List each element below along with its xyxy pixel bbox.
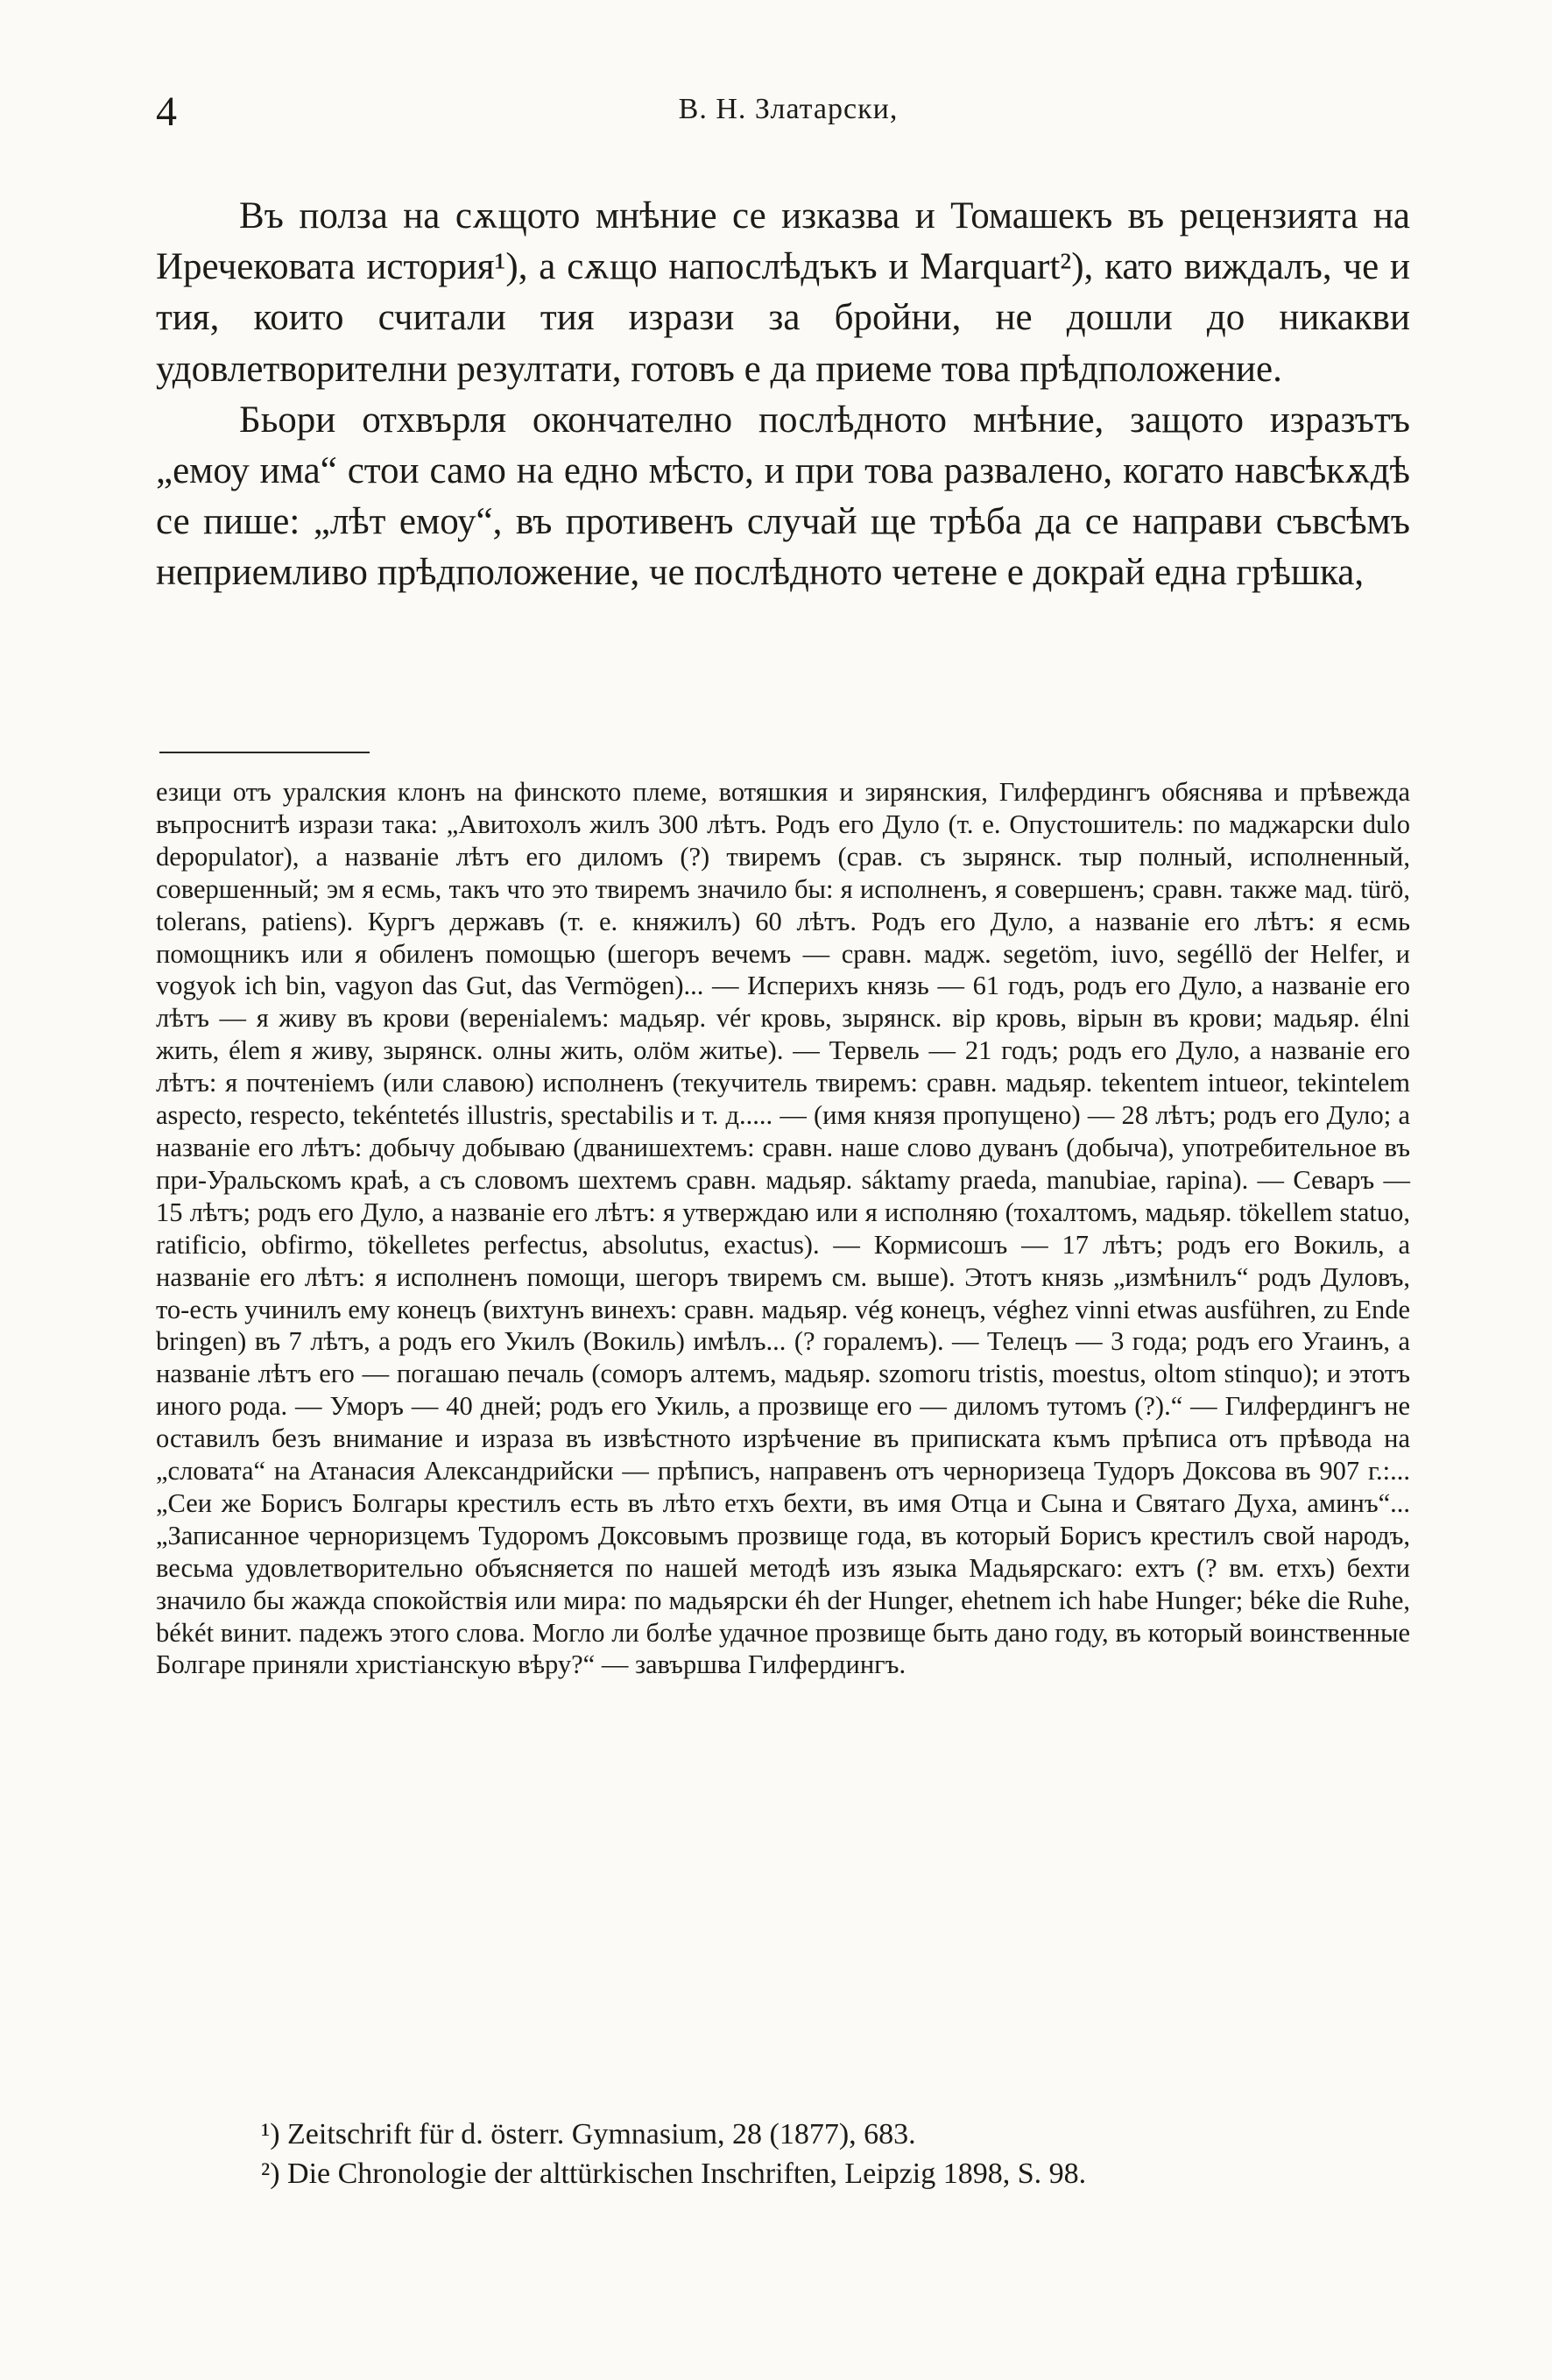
footnote-separator [159,752,370,753]
page-number: 4 [156,88,177,135]
continued-footnote [156,776,1410,1681]
running-head: В. Н. Златарски, [678,93,899,125]
footnote-text: езици отъ уралския клонъ на финското племе, вотяшкия и зирянския, Гилфердингъ обяснява и прѣвежда въпроснитѣ изрази така: „Авитохолъ жилъ 300 лѣтъ. Родъ его Дуло (т. е. Опустошитель: по маджарски dulo depopulator), а названіе лѣтъ его диломъ (?) твиремъ (срав. съ зырянск. тыр полный, исполненный, совершенный; эм я есмь, такъ что это твиремъ значило бы: я исполненъ, я совершенъ; сравн. также мад. türö, tolerans, patiens). Кургъ державъ (т. е. княжилъ) 60 лѣтъ. Родъ его Дуло, а названіе его лѣтъ: я есмь помощникъ или я обиленъ помощью (шегоръ вечемъ — сравн. мадж. segetöm, iuvo, segéllö der Helfer, и vogyok ich bin, vagyon das Gut, das Vermögen)... — Исперихъ князь — 61 годъ, родъ его Дуло, а названіе его лѣтъ — я живу въ крови (веренialемъ: мадьяр. vér кровь, зырянск. вір кровь, вірын въ крови; мадьяр. élni жить, élem я живу, зырянск. олны жить, олöм житье). — Тервель — 21 годъ; родъ его Дуло, а названіе его лѣтъ: я почтеніемъ (или славою) исполненъ (текучитель твиремъ: сравн. мадьяр. tekentem intueor, tekintelem aspecto, respecto, tekéntetés illustris, spectabilis и т. д..... — (имя князя пропущено) — 28 лѣтъ; родъ его Дуло; а названіе его лѣтъ: добычу добываю (дванишехтемъ: сравн. наше слово дуванъ (добыча), употребительное въ при-Уральскомъ краѣ, а съ словомъ шехтемъ сравн. мадьяр. sáktamy praeda, manubiae, rapina). — Севаръ — 15 лѣтъ; родъ его Дуло, а названіе его лѣтъ: я утверждаю или я исполняю (тохалтомъ, мадьяр. tökellem statuo, ratificio, obfirmo, tökelletes perfectus, absolutus, exactus). — Кормисошъ — 17 лѣтъ; родъ его Вокиль, а названіе его лѣтъ: я исполненъ помощи, шегоръ твиремъ см. выше). Этотъ князь „измѣнилъ“ родъ Дуловъ, то-есть учинилъ ему конецъ (вихтунъ винехъ: сравн. мадьяр. vég конецъ, véghez vinni etwas ausführen, zu Ende bringen) въ 7 лѣтъ, а родъ его Укилъ (Вокиль) имѣлъ... (? горалемъ). — Телецъ — 3 года; родъ его Угаинъ, а названіе лѣтъ его — погашаю печаль (соморъ алтемъ, мадьяр. szomoru tristis, moestus, oltom stinquo); и этотъ иного рода. — Уморъ — 40 дней; родъ его Укиль, а прозвище его — диломъ тутомъ (?).“ — Гилфердингъ не оставилъ безъ внимание и израза въ извѣстното изрѣчение въ приписката къмъ прѣписа отъ прѣвода на „словата“ на Атанасия Александрийски — прѣписъ, направенъ отъ черноризеца Тудоръ Доксова въ 907 г.:... „Сеи же Борисъ Болгары крестилъ есть въ лѣто етхъ бехти, въ имя Отца и Сына и Святаго Духа, аминъ“... „Записанное черноризцемъ Тудоромъ Доксовымъ прозвище года, въ который Борисъ крестилъ свой народъ, весьма удовлетворительно объясняется по нашей методѣ изъ языка Мадьярскаго: ехтъ (? вм. етхъ) бехти значило бы жажда спокойствія или мира: по мадьярски éh der Hunger, ehetnem ich habe Hunger; béke die Ruhe, békét винит. падежъ этого слова. Могло ли болѣе удачное прозвище быть дано году, въ который воинственные Болгаре приняли христіанскую вѣру?“ — завършва Гилфердингъ. [156,777,1410,1680]
main-text [156,191,1410,599]
page-header [156,88,1421,140]
paragraph: Бьори отхвърля окончателно послѣдното мнѣние, защото изразътъ „емоу има“ стои само на едно мѣсто, и при това развалено, когато навсѣкѫдѣ се пише: „лѣт емоу“, въ противенъ случай ще трѣба да се направи съвсѣмъ неприемливо прѣдположение, че послѣдното четене е докрай една грѣшка, [156,399,1410,594]
paragraph: Въ полза на сѫщото мнѣние се изказва и Томашекъ въ рецензията на Иречековата история¹), а сѫщо напослѣдъкъ и Marquart²), като виждалъ, че и тия, които считали тия изрази за бройни, не дошли до никакви удовлетворителни резултати, готовъ е да приеме това прѣдположение. [156,195,1410,390]
footnote-2: ²) Die Chronologie der alttürkischen Inschriften, Leipzig 1898, S. 98. [261,2158,1087,2190]
footnote-1: ¹) Zeitschrift für d. österr. Gymnasium, 28 (1877), 683. [261,2118,916,2150]
footnotes [156,2115,1410,2193]
